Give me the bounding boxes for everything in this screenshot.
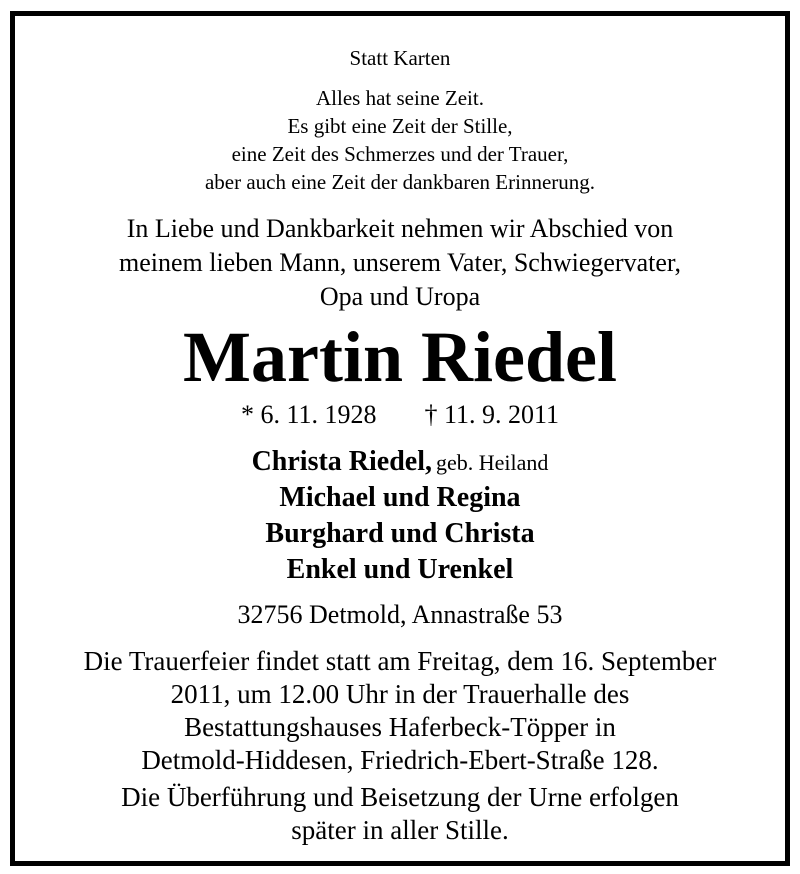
deceased-name: Martin Riedel [183, 317, 617, 397]
urn-line: Die Überführung und Beisetzung der Urne erfolgen [121, 782, 679, 812]
obituary-frame [10, 11, 790, 866]
birth-date: * 6. 11. 1928 [240, 400, 377, 429]
service-line: Detmold-Hiddesen, Friedrich-Ebert-Straße 128. [141, 745, 659, 775]
death-date: † 11. 9. 2011 [424, 400, 560, 429]
poem-line: aber auch eine Zeit der dankbaren Erinnerung. [204, 170, 596, 194]
service-line: Bestattungshauses Haferbeck-Töpper in [184, 712, 616, 742]
family-line: Enkel und Urenkel [286, 554, 514, 585]
poem-line: Alles hat seine Zeit. [316, 86, 484, 110]
intro-line: In Liebe und Dankbarkeit nehmen wir Abschied von [126, 214, 674, 243]
address: 32756 Detmold, Annastraße 53 [237, 600, 563, 629]
poem-line: Es gibt eine Zeit der Stille, [287, 114, 513, 138]
family-line: Burghard und Christa [265, 518, 535, 549]
intro-line: Opa und Uropa [319, 282, 481, 311]
urn-line: später in aller Stille. [291, 815, 509, 845]
widow-name: Christa Riedel, [251, 446, 433, 477]
service-line: 2011, um 12.00 Uhr in der Trauerhalle des [170, 679, 630, 709]
service-line: Die Trauerfeier findet statt am Freitag, dem 16. September [83, 646, 717, 676]
family-line: Michael und Regina [279, 482, 521, 513]
header-statt-karten: Statt Karten [349, 46, 451, 70]
life-dates [15, 400, 785, 430]
poem-line: eine Zeit des Schmerzes und der Trauer, [231, 142, 569, 166]
intro-line: meinem lieben Mann, unserem Vater, Schwiegervater, [118, 248, 682, 277]
widow-maiden-name: geb. Heiland [436, 450, 549, 475]
family-line-widow [15, 446, 785, 478]
